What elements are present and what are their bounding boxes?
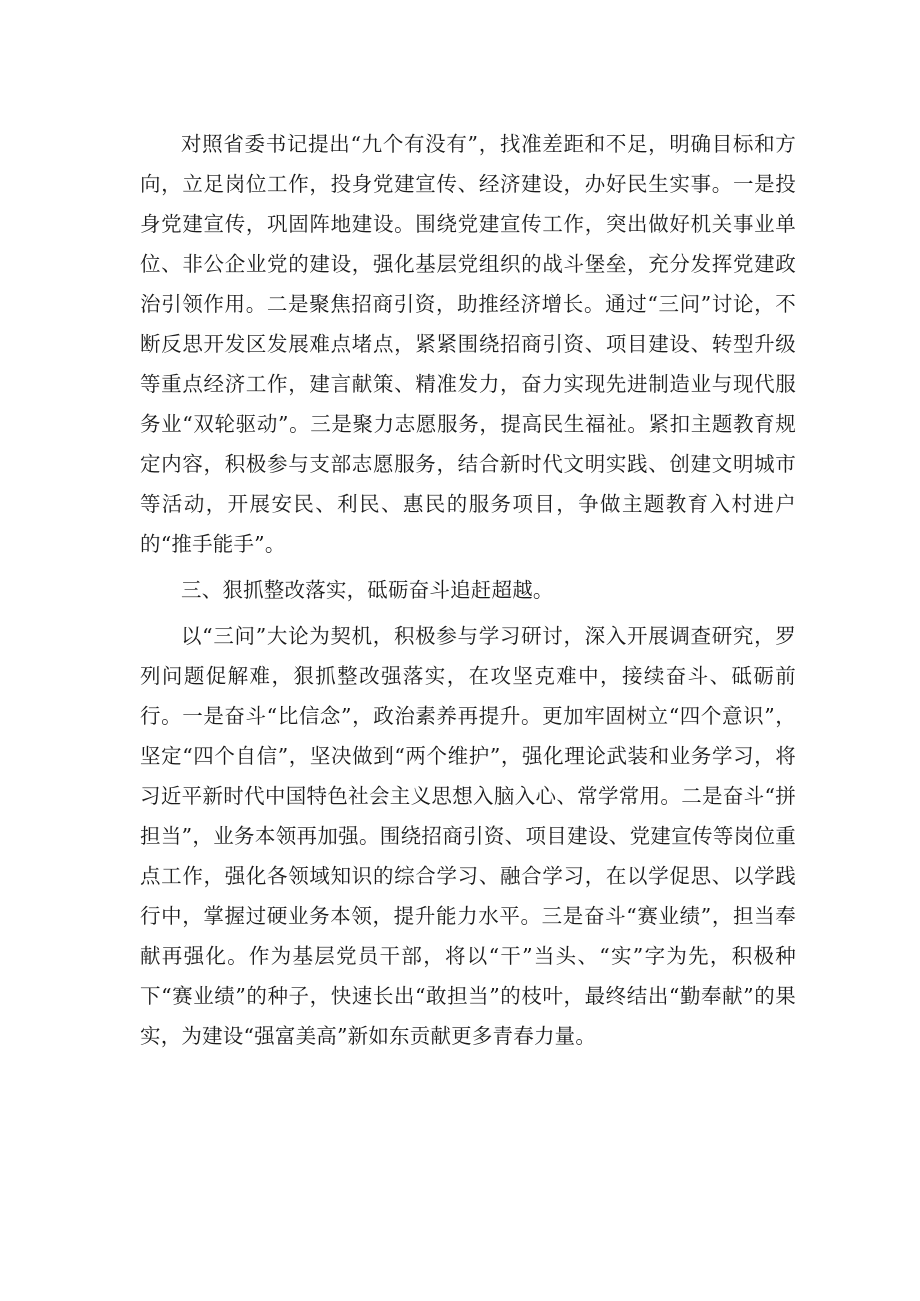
body-paragraph: 对照省委书记提出“九个有没有”，找准差距和不足，明确目标和方向，立足岗位工作，投身党建宣传、经济建设，办好民生实事。一是投身党建宣传，巩固阵地建设。围绕党建宣传工作，突出做好机关事业单位、非公企业党的建设，强化基层党组织的战斗堡垒，充分发挥党建政治引领作用。二是聚焦招商引资，助推经济增长。通过“三问”讨论，不断反思开发区发展难点堵点，紧紧围绕招商引资、项目建设、转型升级等重点经济工作，建言献策、精准发力，奋力实现先进制造业与现代服务业“双轮驱动”。三是聚力志愿服务，提高民生福祉。紧扣主题教育规定内容，积极参与支部志愿服务，结合新时代文明实践、创建文明城市等活动，开展安民、利民、惠民的服务项目，争做主题教育入村进户的“推手能手”。 <box>140 132 796 556</box>
body-paragraph: 以“三问”大论为契机，积极参与学习研讨，深入开展调查研究，罗列问题促解难，狠抓整改强落实，在攻坚克难中，接续奋斗、砥砺前行。一是奋斗“比信念”，政治素养再提升。更加牢固树立“四个意识”，坚定“四个自信”，坚决做到“两个维护”，强化理论武装和业务学习，将习近平新时代中国特色社会主义思想入脑入心、常学常用。二是奋斗“拼担当”，业务本领再加强。围绕招商引资、项目建设、党建宣传等岗位重点工作，强化各领域知识的综合学习、融合学习，在以学促思、以学践行中，掌握过硬业务本领，提升能力水平。三是奋斗“赛业绩”，担当奉献再强化。作为基层党员干部，将以“干”当头、“实”字为先，积极种下“赛业绩”的种子，快速长出“敢担当”的枝叶，最终结出“勤奉献”的果实，为建设“强富美高”新如东贡献更多青春力量。 <box>140 624 796 1048</box>
section-heading: 三、狠抓整改落实，砥砺奋斗追赶超越。 <box>181 578 554 602</box>
document-body <box>140 124 796 1056</box>
